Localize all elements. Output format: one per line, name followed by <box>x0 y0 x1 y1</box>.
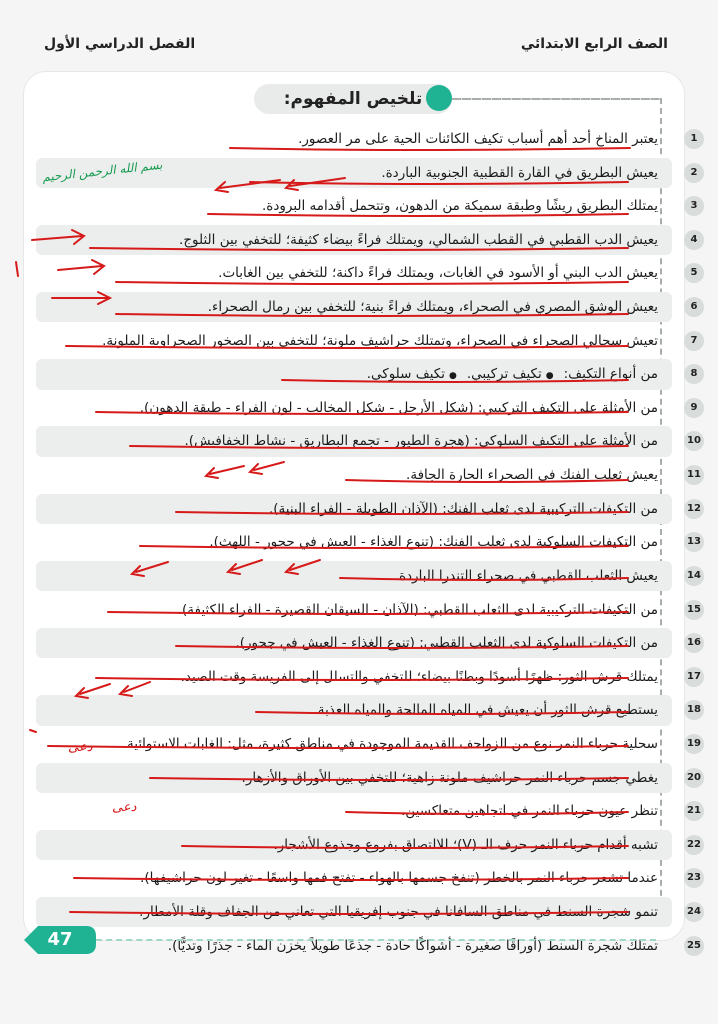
item-text: تنمو شجرة السنط في مناطق السافانا في جنوب إفريقيا التي تعاني من الجفاف وقلة الأمطار. <box>139 904 658 921</box>
item-number: 19 <box>684 734 704 754</box>
item-number: 13 <box>684 532 704 552</box>
list-item <box>36 662 701 692</box>
item-text: تنظر عيون حرباء النمر في اتجاهين متعاكسين. <box>401 803 658 820</box>
item-text: من التكيفات السلوكية لدى الثعلب القطبي: (تنوع الغذاء - العيش في جحور). <box>235 635 658 652</box>
dashed-border-top <box>452 98 660 100</box>
list-item <box>36 628 701 658</box>
list-item <box>36 931 701 961</box>
list-item <box>36 292 698 322</box>
item-text: من التكيفات التركيبية لدى الثعلب القطبي: (الآذان - السيقان القصيرة - الفراء الكثيفة). <box>177 601 658 618</box>
list-item <box>36 426 701 456</box>
item-text: يعيش الدب القطبي في القطب الشمالي، ويمتلك فراءً بيضاء كثيفة؛ للتخفي بين الثلوج. <box>179 231 658 248</box>
item-text: يغطي جسم حرباء النمر حراشيف ملونة زاهية؛ للتخفي بين الأوراق والأزهار. <box>241 769 658 786</box>
handwritten-note: دعى <box>112 800 137 815</box>
item-number: 1 <box>684 129 704 149</box>
item-text: يعتبر المناخ أحد أهم أسباب تكيف الكائنات الحية على مر العصور. <box>298 131 658 147</box>
item-text: يمتلك قرش الثور: ظهرًا أسودًا وبطنًا بيضاء؛ للتخفي والتسلل إلى الفريسة وقت الصيد. <box>180 668 658 685</box>
item-number: 14 <box>684 566 704 586</box>
item-number: 22 <box>684 835 704 855</box>
section-title: تلخيص المفهوم: <box>254 84 452 114</box>
item-number: 16 <box>684 633 704 653</box>
list-item <box>36 695 701 725</box>
list-item <box>36 595 701 625</box>
item-number: 24 <box>684 902 704 922</box>
list-item <box>36 393 698 423</box>
item-number: 10 <box>684 431 704 451</box>
adaptation-type-structural: تكيف تركيبي. <box>466 366 542 383</box>
item-text: يعيش البطريق في القارة القطبية الجنوبية الباردة. <box>381 164 658 181</box>
page-number: 47 <box>47 929 73 950</box>
item-text: تشبه أقدام حرباء النمر حرف الـ (V)؛ للالتصاق بفروع وجذوع الأشجار. <box>273 836 658 853</box>
item-number: 2 <box>684 163 704 183</box>
item-number: 4 <box>684 230 704 250</box>
term-label: الفصل الدراسي الأول <box>44 36 196 52</box>
item-text: تعيش سحالي الصحراء في الصحراء، وتمتلك حراشيف ملونة؛ للتخفي بين الصخور الصحراوية الملونة. <box>102 332 658 349</box>
grade-label: الصف الرابع الابتدائي <box>520 36 668 52</box>
item-number: 9 <box>684 398 704 418</box>
handwritten-basmala: بسم الله الرحمن الرحيم <box>41 157 164 185</box>
item-number: 21 <box>684 801 704 821</box>
item-text: من التكيفات التركيبية لدى ثعلب الفنك: (الآذان الطويلة - الفراء البنية). <box>268 500 658 517</box>
item-number: 25 <box>684 936 704 956</box>
list-item <box>36 863 701 893</box>
item-text: يمتلك البطريق ريشًا وطبقة سميكة من الدهون، وتتحمل أقدامه البرودة. <box>261 198 658 215</box>
red-tick <box>16 262 18 276</box>
list-item <box>36 359 698 389</box>
item-text: عندما تشعر حرباء النمر بالخطر (تنفخ جسمها بالهواء - تفتح فمها واسعًا - تغير لون حراشيفها). <box>140 870 658 887</box>
list-item <box>36 124 698 154</box>
item-number: 15 <box>684 600 704 620</box>
list-item <box>36 561 701 591</box>
bullet-icon: ● <box>545 371 554 382</box>
adaptation-type-behavioral: تكيف سلوكي. <box>366 366 446 383</box>
list-item <box>36 830 701 860</box>
item-text: تمتلك شجرة السنط (أوراقًا صغيرة - أشواكًا حادة - جذعًا طويلاً يخزن الماء - جذرًا وتديًّا). <box>167 937 658 954</box>
list-item <box>36 494 701 524</box>
list-item <box>36 460 701 490</box>
list-item <box>36 729 701 759</box>
list-item <box>36 225 698 255</box>
adaptation-types-label: من أنواع التكيف: <box>563 366 658 383</box>
bullet-icon: ● <box>449 371 457 382</box>
item-number: 11 <box>684 465 704 485</box>
item-number: 23 <box>684 868 704 888</box>
item-number: 5 <box>684 263 704 283</box>
item-text: سحلية حرباء النمر نوع من الزواحف القديمة الموجودة في مناطق كثيرة، مثل: الغابات الاستوائية. <box>122 735 658 752</box>
item-number: 12 <box>684 499 704 519</box>
item-text: يستطيع قرش الثور أن يعيش في المياه المالحة والمياه العذبة. <box>313 702 658 719</box>
item-text: من الأمثلة على التكيف التركيبي: (شكل الأرجل - شكل المخالب - لون الفراء - طبقة الدهون). <box>139 399 658 416</box>
item-number: 18 <box>684 700 704 720</box>
item-number: 17 <box>684 667 704 687</box>
item-text <box>40 359 658 391</box>
item-number: 20 <box>684 768 704 788</box>
list-item <box>36 763 701 793</box>
list-item <box>36 326 698 356</box>
title-dot-icon <box>426 85 452 111</box>
item-text: من الأمثلة على التكيف السلوكي: (هجرة الطيور - تجمع البطاريق - نشاط الخفافيش). <box>184 433 658 450</box>
item-text: يعيش ثعلب الفنك في الصحراء الحارة الجافة. <box>406 467 658 484</box>
list-item <box>36 191 698 221</box>
footer-dashed-line <box>96 939 656 941</box>
item-text: يعيش الثعلب القطبي في صحراء التندرا الباردة. <box>394 567 658 584</box>
summary-list <box>36 124 701 964</box>
list-item <box>36 897 701 927</box>
item-text: يعيش الوشق المصري في الصحراء، ويمتلك فراءً بنية؛ للتخفي بين رمال الصحراء. <box>207 299 658 316</box>
item-number: 6 <box>684 297 704 317</box>
item-text: يعيش الدب البني أو الأسود في الغابات، ويمتلك فراءً داكنة؛ للتخفي بين الغابات. <box>218 265 658 282</box>
item-number: 7 <box>684 331 704 351</box>
item-number: 8 <box>684 364 704 384</box>
list-item <box>36 258 698 288</box>
handwritten-note: دعى <box>68 740 93 755</box>
item-text: من التكيفات السلوكية لدى ثعلب الفنك: (تنوع الغذاء - العيش في جحور - اللهث). <box>209 534 658 551</box>
item-number: 3 <box>684 196 704 216</box>
list-item <box>36 527 701 557</box>
